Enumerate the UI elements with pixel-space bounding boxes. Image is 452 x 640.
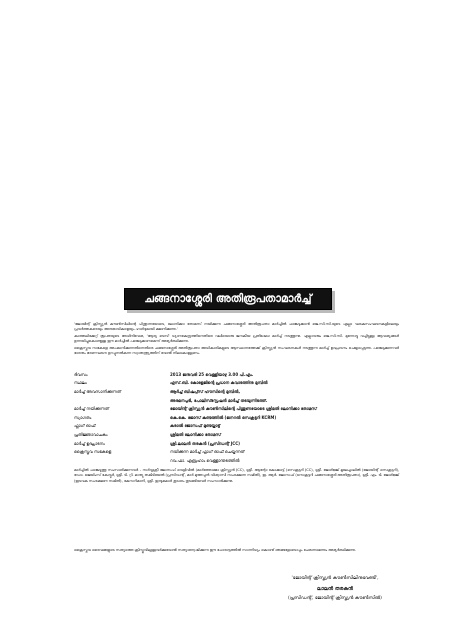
signature-role: (പ്രസിഡന്റ്, ജോയിന്റ് ക്രിസ്ത്യൻ കൗൺസിൽ) [288, 596, 382, 601]
event-details-table [74, 370, 394, 465]
detail-label: മാർച്ച് അവസാനിക്കുന്നത് [74, 388, 121, 394]
detail-label: മാർച്ച് നയിക്കുന്നത് [74, 406, 109, 412]
detail-label: സ്വാഗതം [74, 414, 92, 420]
detail-row [74, 439, 394, 448]
detail-label: സ്ഥലം [74, 380, 87, 386]
detail-row [74, 456, 394, 465]
intro-section [74, 322, 399, 356]
closing-paragraph: ക്രൈസ്തവ ദൈവങ്ങളുടെ സത്യത്തെ ക്രിസ്തുവിലുള്ളവർക്കുവേണ്ടി സത്യാന്വേഷിക്കുന്ന ഈ പോരാട്ടത്തിൽ സാന്നിധ്യം കൊണ്ട് ഞങ്ങളോടൊപ്പം ചേരണമെന്നും അഭ്യർത്ഥിക്കുന്നു. [74, 548, 356, 552]
intro-paragraph: 'ജോയിന്റ് ക്രിസ്ത്യൻ കൗൺസിലിന്റെ പിന്തുണയോടെ, ലോനിക്കാ തോമസ് നയിക്കുന്ന ചങ്ങനാശ്ശേരി അതിരൂപതാ മാർച്ചിൽ പങ്കെടുക്കാൻ ജെ.സി.സി.യുടെ എല്ലാ ഘടകസംഘടനകളിലെയും പ്രവർത്തകരെയും അനുഭാവികളെയും ഹാർദ്ദമായി ക്ഷണിക്കുന്നു.' [74, 322, 399, 332]
detail-value: നയിക്കുന്ന മാർച്ച് ഫ്ലാഗ് ഓഫ് ചെയ്യുന്നത് [170, 449, 245, 455]
speakers-section [74, 468, 399, 484]
detail-label: മാർച്ച് ഉദ്ഘാടനം [74, 440, 105, 446]
detail-label: ക്രൈസ്തവ സഭകളെ [74, 449, 112, 455]
detail-row [74, 413, 394, 422]
detail-row [74, 387, 394, 396]
detail-value: എസ്.ബി. കോളേജിന്റെ പ്രധാന കവാടത്തിനു മുമ്പിൽ [170, 380, 268, 386]
intro-paragraph: കാത്തലിക്കേറ്റ് രൂപതയുടെ അധിനിവേശ, 'ആര്യ ടെമ്പ്' ധ്യാനകേന്ദ്രത്തിനെതിരെ വലിയൊരു ജനകീയ പ്രതിഷേധ മാർച്ച് നടത്തുന്നു. എല്ലാവരും ജെ.സി.സി. മുന്നോട്ടു വച്ചിട്ടുള്ള ആവശ്യങ്ങൾ ഉന്നയിച്ചുകൊണ്ടുള്ള ഈ മാർച്ചിൽ പങ്കെടുക്കണമെന്ന് അഭ്യർത്ഥിക്കുന്നു. [74, 333, 399, 344]
detail-value: കെ.കെ. ജോസ് കണ്ടത്തിൽ (ജനറൽ സെക്രട്ടറി KCRM) [170, 414, 277, 420]
intro-paragraph: ക്രൈസ്തവ സഭകളെ അപമാനിക്കുന്നതിനെതിരെ ചങ്ങനാശ്ശേരി അതിരൂപതാ അധികാരികളുടെ ആസ്ഥാനത്തേക്ക് ക്രിസ്ത്യൻ സംഘടനകൾ നടത്തുന്ന മാർച്ച് ഉദ്ഘാടനം ചെയ്യപ്പെടുന്നു. പങ്കെടുക്കുന്നവർ ഭാരതം ഭരണഘടന ഉറപ്പുനൽകുന്ന സ്വാതന്ത്ര്യത്തിന് വേണ്ടി നിലകൊള്ളണം. [74, 345, 399, 356]
detail-value: അരമനപ്പടി, പോലീസ്സ്റ്റേഷൻ മാർച്ച് തടയുന്നിടത്ത്. [170, 397, 268, 403]
signature-org: 'ജോയിന്റ് ക്രിസ്ത്യൻ കൗൺസിലിനുവേണ്ടി', [291, 576, 379, 581]
detail-value: ആർച്ച് ബിഷപ്പ്സ് ഹൗസിന്റെ മുമ്പിൽ, [170, 388, 240, 394]
signature-name: ലാലൻ തരകൻ [317, 586, 353, 592]
detail-value: 2013 ജനുവരി 25 വെള്ളിയാഴ്ച 3.00 പി.എം. [170, 371, 254, 377]
closing-section [74, 548, 399, 553]
page-title: ചങ്ങനാശ്ശേരി അതിരൂപതാമാർച്ച് [124, 288, 332, 310]
detail-row [74, 379, 394, 388]
detail-row [74, 430, 394, 439]
detail-value: റവ.ഫാ. എബ്രഹാം വെള്ളാന്തടത്തിൽ [170, 457, 240, 463]
detail-row [74, 422, 394, 431]
detail-value: ജോയിന്റ് ക്രിസ്ത്യൻ കൗൺസിലിന്റെ പിന്തുണയോടെ ശ്രീമതി ലോനിക്കാ തോമസ് [170, 406, 317, 412]
detail-label: ഫ്ലാഗ് ഓഫ് [74, 423, 96, 429]
detail-row [74, 447, 394, 456]
detail-value: ശ്രീമതി ലോനിക്കാ തോമസ് [170, 431, 221, 437]
detail-value: കുരാൽ ജോസഫ് മുണ്ടയ്ക്കാട്ട് [170, 423, 221, 429]
detail-row [74, 370, 394, 379]
speakers-paragraph: മാർച്ചിൽ പങ്കെടുത്തു സംസാരിക്കുന്നവർ - സർവ്വശ്രീ ജോസഫ് വെളിവിൽ (മാർത്തോമ്മാ ക്രിസ്ത്യൻ JCC), ശ്രീ. ആന്റോ കോക്കാട്ട് (സെക്രട്ടറി JCC), ശ്രീ. ജോർജ്ജ് മൂലേച്ചാലിൽ (ജോയിന്റ് സെക്രട്ടറി), ഡോ. ജെയിംസ് കോട്ടൂർ, ശ്രീ. ടി. റ്റി. മാത്യു തകിടിയേൽ (പ്രസിഡന്റ്, മാർ മുത്തപ്പൻ വിശ്വാസി സംരക്ഷണ സമിതി), ഇ. ആർ. ജോസഫ് (സെക്രട്ടറി ചങ്ങനാശ്ശേരി അതിരൂപതാ), ശ്രീ. എം. ടി. ജോർജ്ജ് (ഇടവക സംരക്ഷണ സമിതി), കേസറിമാനി, ശ്രീ. ഇന്ദുകുമാർ കൂടാരം തുടങ്ങിയവർ സംസാരിക്കുന്നു. [74, 468, 399, 483]
detail-label: പ്രതിജ്ഞാവാചകം [74, 431, 108, 437]
detail-row [74, 396, 394, 405]
detail-value: ശ്രീ.ലാലൻ തരകൻ (പ്രസിഡന്റ് JCC) [170, 440, 240, 446]
detail-label: ദിവസം [74, 371, 88, 377]
signature-block [270, 574, 400, 604]
detail-row [74, 404, 394, 413]
